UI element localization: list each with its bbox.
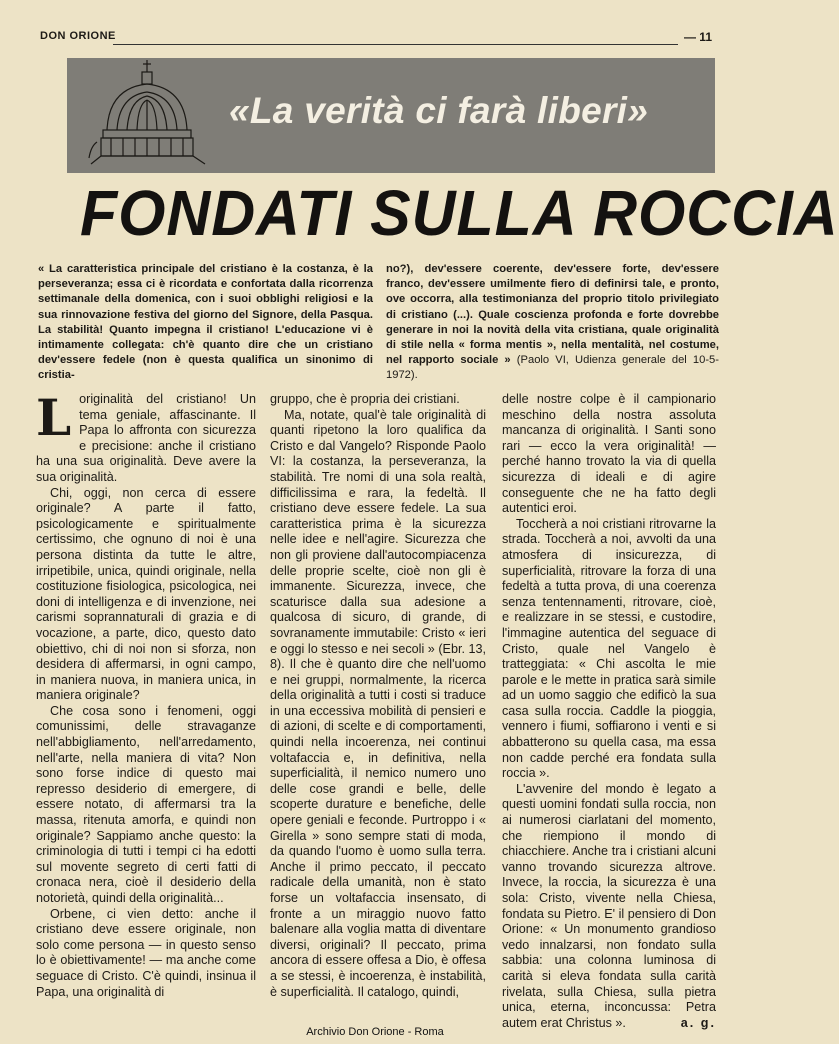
archive-footer: Archivio Don Orione - Roma xyxy=(306,1026,444,1038)
paragraph xyxy=(502,782,716,1032)
banner-quote: «La verità ci farà liberi» xyxy=(229,90,649,131)
intro-paragraph-left: « La caratteristica principale del cristiano è la costanza, è la perseveranza; essa ci è ricordata e confortata dalla ricorrenza settimanale della domenica, con i suoi obblighi religiosi e la sua rinnovazione festiva del giorno del Signore, della Pasqua. La stabilità! Quanto impegna il cristiano! L'educazione vi è intimamente collegata: ch'è quanto dire che un cristiano dev'essere fedele (non è questa qualifica un sinonimo di cristia- xyxy=(38,263,373,382)
article-column-1 xyxy=(36,388,256,1000)
article-column-3 xyxy=(502,392,716,1031)
paragraph: Toccherà a noi cristiani ritrovarne la strada. Toccherà a noi, avvolti da una atmosfera di insicurezza, di superficialità, ritrovare la forza di una fedeltà a tutta prova, di una coerenza senza tentennamenti, ritrovare, cioè, e realizzare in se stessi, e custodire, l'immagine autentica del seguace di Cristo, quale nel Vangelo è tratteggiata: « Chi ascolta le mie parole e le mette in pratica sarà simile ad un uomo saggio che edificò la sua casa sulla roccia. Caddle la pioggia, vennero i fiumi, soffiarono i venti e si abbatterono su quella casa, ma essa non cadde perché era fondata sulla roccia ». xyxy=(502,516,716,781)
header-rule xyxy=(113,44,678,45)
headline: FONDATI SULLA ROCCIA xyxy=(80,177,839,249)
drop-cap: L xyxy=(36,388,72,447)
publication-name: DON ORIONE xyxy=(40,30,116,42)
paragraph: delle nostre colpe è il campionario meschino della nostra assoluta mancanza di originalità. I Santi sono rari — ecco la vera originalità! — perché hanno trovato la via di quella sicurezza di ideali e di agire conseguente che ne ha fatto degli autentici eroi. xyxy=(502,392,716,516)
page-number: — 11 xyxy=(683,30,712,44)
paragraph: Ma, notate, qual'è tale originalità di quanti ripetono la loro qualifica da Cristo e dal Vangelo? Risponde Paolo VI: la costanza, la perseveranza, la stabilità. Tre nomi di una sola realtà, difficilissima e rara, la fedeltà. Il cristiano deve essere fedele. La sua caratteristica prima è la sicurezza nelle idee e nell'agire. Sicurezza che non gli proviene dall'autocompiacenza delle proprie scelte, cioè non gli è immanente. Sicurezza, invece, che scaturisce dalla sua adesione a qualcosa di sicuro, di grande, di sovranamente immutabile: Cristo « ieri e oggi lo stesso e nei secoli » (Ebr. 13, 8). Il che è quanto dire che nell'uomo e nei gruppi, normalmente, la ricerca della originalità a tutti i costi si traduce in una eccessiva mobilità di pensieri e di azioni, di scelte e di comportamenti, quindi nella incoerenza, nei continui voltafaccia e, in definitiva, nella superficialità, il nemico numero uno delle cose grandi e belle, delle scoperte durature e benefiche, delle opere geniali e feconde. Purtroppo i « Girella » sono sempre stati di moda, da quando l'uomo è uomo sulla terra. Anche il primo peccato, il peccato radicale della umanità, non è stato forse un voltafaccia insensato, di fronte a un miraggio nuovo fatto balenare alla voglia matta di diventare diversi, originali? Il peccato, prima ancora di essere offesa a Dio, è offesa a se stessi, è incoerenza, è instabilità, è superficialità. Il catalogo, quindi, xyxy=(270,407,486,999)
paragraph: gruppo, che è propria dei cristiani. xyxy=(270,392,460,406)
article-column-2 xyxy=(270,392,486,1000)
author-signature: a. g. xyxy=(680,1015,716,1030)
paragraph: Orbene, ci vien detto: anche il cristiano deve essere originale, non solo come persona — in questo senso lo è obiettivamente! — ma anche come seguace di Cristo. C'è quindi, insinua il Papa, una originalità di xyxy=(36,906,256,999)
title-banner xyxy=(67,58,715,173)
intro-right-text: no?), dev'essere coerente, dev'essere forte, dev'essere franco, dev'essere umilmente fiero di definirsi tale, e pronto, ove occorra, alla testimonianza del proprio titolo privilegiato di cristiano (...). Quale coscienza profonda e forte dovrebbe generare in noi la novità della vita cristiana, quale originalità di stile nella « forma mentis », nella mentalità, nel costume, nel rapporto sociale » xyxy=(386,263,719,367)
paragraph: originalità del cristiano! Un tema geniale, affascinante. Il Papa lo affronta con sicurezza e precisione: anche il cristiano ha una sua originalità. Deve avere la sua originalità. xyxy=(36,392,256,484)
intro-paragraph-right xyxy=(386,262,719,384)
dome-icon xyxy=(87,58,217,168)
paragraph-text: L'avvenire del mondo è legato a questi uomini fondati sulla roccia, non ai numerosi ciarlatani del momento, che riempiono il mondo di chiacchiere. Anche tra i cristiani alcuni vanno trovando sicurezza altrove. Invece, la roccia, la sicurezza è una sola: Cristo, vivente nella Chiesa, fondata su Pietro. E' il pensiero di Don Orione: « Un monumento grandioso vedo innalzarsi, non fondato sulla sabbia: una colonna luminosa di carità si eleva fondata sulla carità rivelata, sulla Chiesa, sulla pietra unica, eterna, inconcussa: Petra autem erat Christus ». xyxy=(502,781,716,1030)
intro-source: (Paolo VI, Udienza generale del 10-5-1972). xyxy=(386,354,720,382)
paragraph: Chi, oggi, non cerca di essere originale? A parte il fatto, psicologicamente e spiritualmente certissimo, che ognuno di noi è una persona distinta da tutte le altre, irripetibile, unica, quindi originale, nella costituzione fisiologica, psicologica, nei doni di intelligenza e di invenzione, nei carismi soprannaturali di grazia e di vocazione, a parte, dico, questo dato obiettivo, chi di noi non si sforza, non desidera di affermarsi, in ogni campo, in maniera nuova, in maniera unica, in maniera originale? xyxy=(36,485,256,703)
paragraph: Che cosa sono i fenomeni, oggi comunissimi, delle stravaganze nell'abbigliamento, nell'arredamento, nell'arte, nella maniera di vita? Non sono forse indice di questo mai represso desiderio di emergere, di essere notato, di affermarsi tra la massa, ritenuta amorfa, e quindi non originale? Sappiamo anche questo: la criminologia di tutti i tempi ci ha edotti sul movente segreto di certi fatti di cronaca nera, cioè il desiderio della notorietà, quindi della originalità... xyxy=(36,703,256,905)
